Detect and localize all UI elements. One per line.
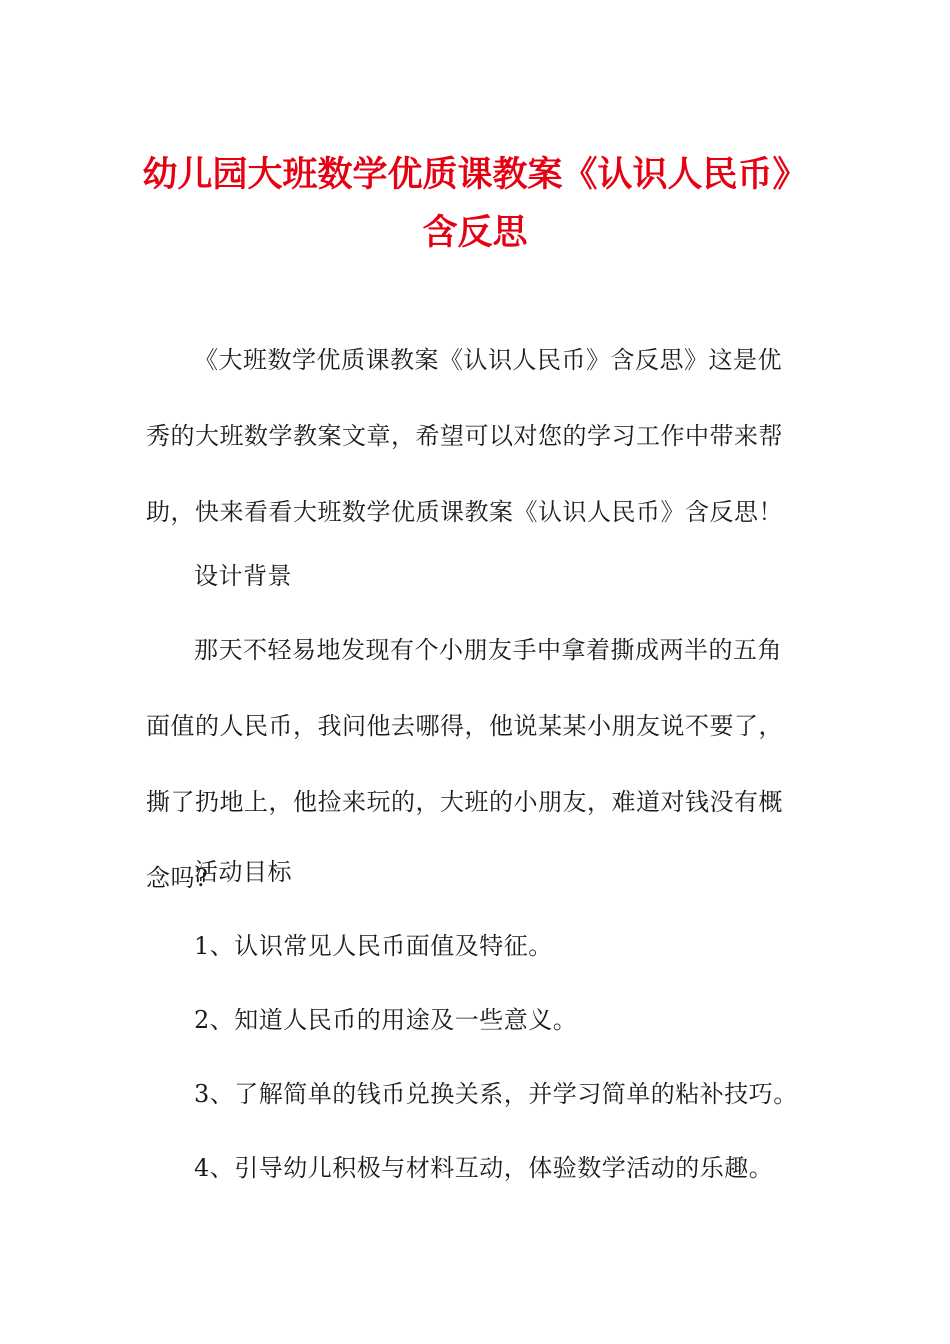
title-line-1: 幼儿园大班数学优质课教案《认识人民币》 (142, 155, 808, 195)
title-line-2: 含反思 (422, 213, 528, 253)
goal-item: 4、引导幼儿积极与材料互动，体验数学活动的乐趣。 (194, 1154, 774, 1182)
section-heading-design-background: 设计背景 (194, 562, 292, 590)
intro-paragraph: 《大班数学优质课教案《认识人民币》含反思》这是优秀的大班数学教案文章，希望可以对您的学习工作中带来帮助，快来看看大班数学优质课教案《认识人民币》含反思！ (146, 346, 783, 526)
design-background-paragraph: 那天不轻易地发现有个小朋友手中拿着撕成两半的五角面值的人民币，我问他去哪得，他说某某小朋友说不要了，撕了扔地上，他捡来玩的，大班的小朋友，难道对钱没有概念吗? (146, 636, 783, 892)
page-title (60, 146, 890, 262)
goal-item: 1、认识常见人民币面值及特征。 (194, 932, 553, 960)
section-heading-activity-goals: 活动目标 (194, 858, 292, 886)
goal-item: 2、知道人民币的用途及一些意义。 (194, 1006, 578, 1034)
goal-item: 3、了解简单的钱币兑换关系，并学习简单的粘补技巧。 (194, 1080, 798, 1108)
